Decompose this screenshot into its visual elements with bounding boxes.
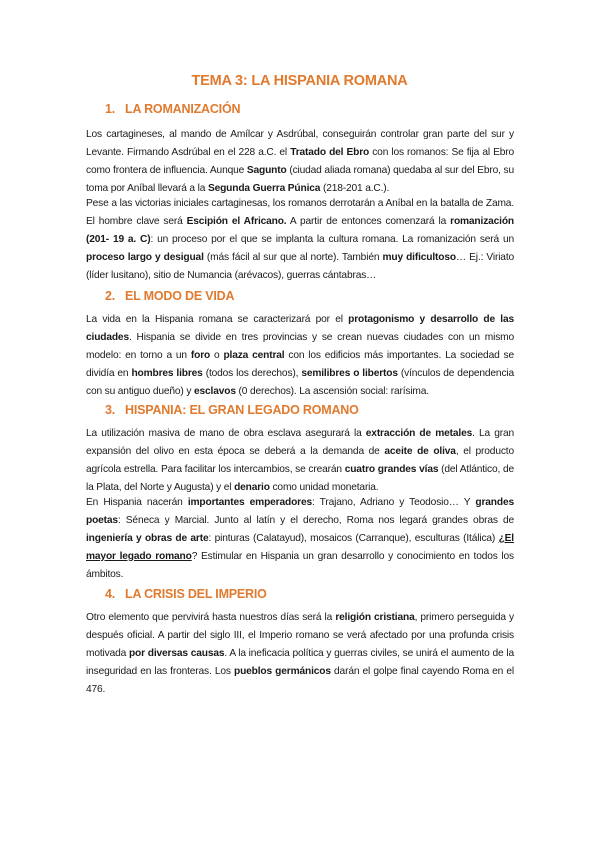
paragraph: Los cartagineses, al mando de Amílcar y Asdrúbal, conseguirán controlar gran parte del sur y Levante. Firmando Asdrúbal en el 228 a.C. el Tratado del Ebro con los romanos: Se fija al Ebro como frontera de influencia. Aunque Sagunto (ciudad aliada romana) quedaba al sur del Ebro, su toma por Aníbal llevará a la Segunda Guerra Púnica (218-201 a.C.). <box>86 129 515 194</box>
emphasis-text: religión cristiana <box>335 612 415 623</box>
emphasis-text: ¿El mayor legado romano <box>86 532 514 562</box>
emphasis-text: Tratado del Ebro <box>290 146 370 158</box>
paragraph: En Hispania nacerán importantes emperadores: Trajano, Adriano y Teodosio… Y grandes poetas: Séneca y Marcial. Junto al latín y el derecho, Roma nos legará grandes obras de ingeniería y obras de arte: pinturas (Calatayud), mosaicos (Carranque), esculturas (Itálica) ¿El mayor legado romano? Estimular en Hispania un gran desarrollo y conocimiento en todos los ámbitos. <box>86 497 515 580</box>
emphasis-text: plaza central <box>223 349 285 361</box>
section-heading-romanizacion <box>105 102 240 116</box>
emphasis-text: cuatro grandes vías <box>344 463 439 475</box>
emphasis-text: esclavos <box>193 385 236 397</box>
emphasis-text: importantes emperadores <box>187 497 312 508</box>
emphasis-text: Escipión el Africano. <box>186 215 287 227</box>
section-number: 3. <box>105 403 116 417</box>
emphasis-text: proceso largo y desigual <box>86 251 204 263</box>
emphasis-text: romanización (201- 19 a. C) <box>86 215 514 245</box>
section-heading-modo-de-vida <box>105 289 234 303</box>
emphasis-text: aceite de oliva <box>384 445 456 457</box>
section-title: LA CRISIS DEL IMPERIO <box>125 587 267 601</box>
paragraph: Otro elemento que pervivirá hasta nuestros días será la religión cristiana, primero perseguida y después oficial. A partir del siglo III, el Imperio romano se verá afectado por una profunda crisis motivada por diversas causas. A la ineficacia política y guerras civiles, se unirá el aumento de la inseguridad en las fronteras. Los pueblos germánicos darán el golpe final cayendo Roma en el 476. <box>86 612 514 695</box>
section-heading-crisis-imperio <box>105 587 267 601</box>
section-number: 4. <box>105 587 116 601</box>
emphasis-text: Sagunto <box>246 164 287 176</box>
emphasis-text: por diversas causas <box>128 647 225 659</box>
emphasis-text: muy dificultoso <box>382 251 456 263</box>
emphasis-text: extracción de metales <box>365 428 473 439</box>
emphasis-text: semilibres o libertos <box>301 367 398 379</box>
paragraph: Pese a las victorias iniciales cartaginesas, los romanos derrotarán a Aníbal en la batalla de Zama. El hombre clave será Escipión el Africano. A partir de entonces comenzará la romanización (201- 19 a. C): un proceso por el que se implanta la cultura romana. La romanización será un proceso largo y desigual (más fácil al sur que al norte). También muy dificultoso… Ej.: Viriato (líder lusitano), sitio de Numancia (arévacos), guerras cántabras… <box>86 198 515 281</box>
section-number: 2. <box>105 289 116 303</box>
emphasis-text: pueblos germánicos <box>234 665 331 677</box>
emphasis-text: protagonismo y desarrollo de las ciudades <box>86 314 514 343</box>
emphasis-text: ingeniería y obras de arte <box>86 532 209 544</box>
paragraph: La utilización masiva de mano de obra esclava asegurará la extracción de metales. La gran expansión del olivo en esta época se deberá a la demanda de aceite de oliva, el producto agrícola estrella. Para facilitar los intercambios, se crearán cuatro grandes vías (del Atlántico, de la Plata, del Norte y Augusta) y el denario como unidad monetaria. <box>86 428 515 493</box>
emphasis-text: grandes poetas <box>86 497 514 526</box>
section-title: HISPANIA: EL GRAN LEGADO ROMANO <box>125 403 359 417</box>
section-number: 1. <box>105 102 116 116</box>
section-title: EL MODO DE VIDA <box>125 289 235 303</box>
section-heading-legado-romano <box>105 403 359 417</box>
page-title: TEMA 3: LA HISPANIA ROMANA <box>191 73 408 89</box>
emphasis-text: Segunda Guerra Púnica <box>207 182 321 194</box>
paragraph: La vida en la Hispania romana se caracterizará por el protagonismo y desarrollo de las ciudades. Hispania se divide en tres provincias y se crean nuevas ciudades con un mismo modelo: en torno a un foro o plaza central con los edificios más importantes. La sociedad se dividía en hombres libres (todos los derechos), semilibres o libertos (vínculos de dependencia con su antiguo dueño) y esclavos (0 derechos). La ascensión social: rarísima. <box>86 314 515 397</box>
emphasis-text: denario <box>234 481 270 493</box>
section-title: LA ROMANIZACIÓN <box>125 102 241 116</box>
emphasis-text: foro <box>190 349 211 361</box>
emphasis-text: hombres libres <box>131 367 203 379</box>
